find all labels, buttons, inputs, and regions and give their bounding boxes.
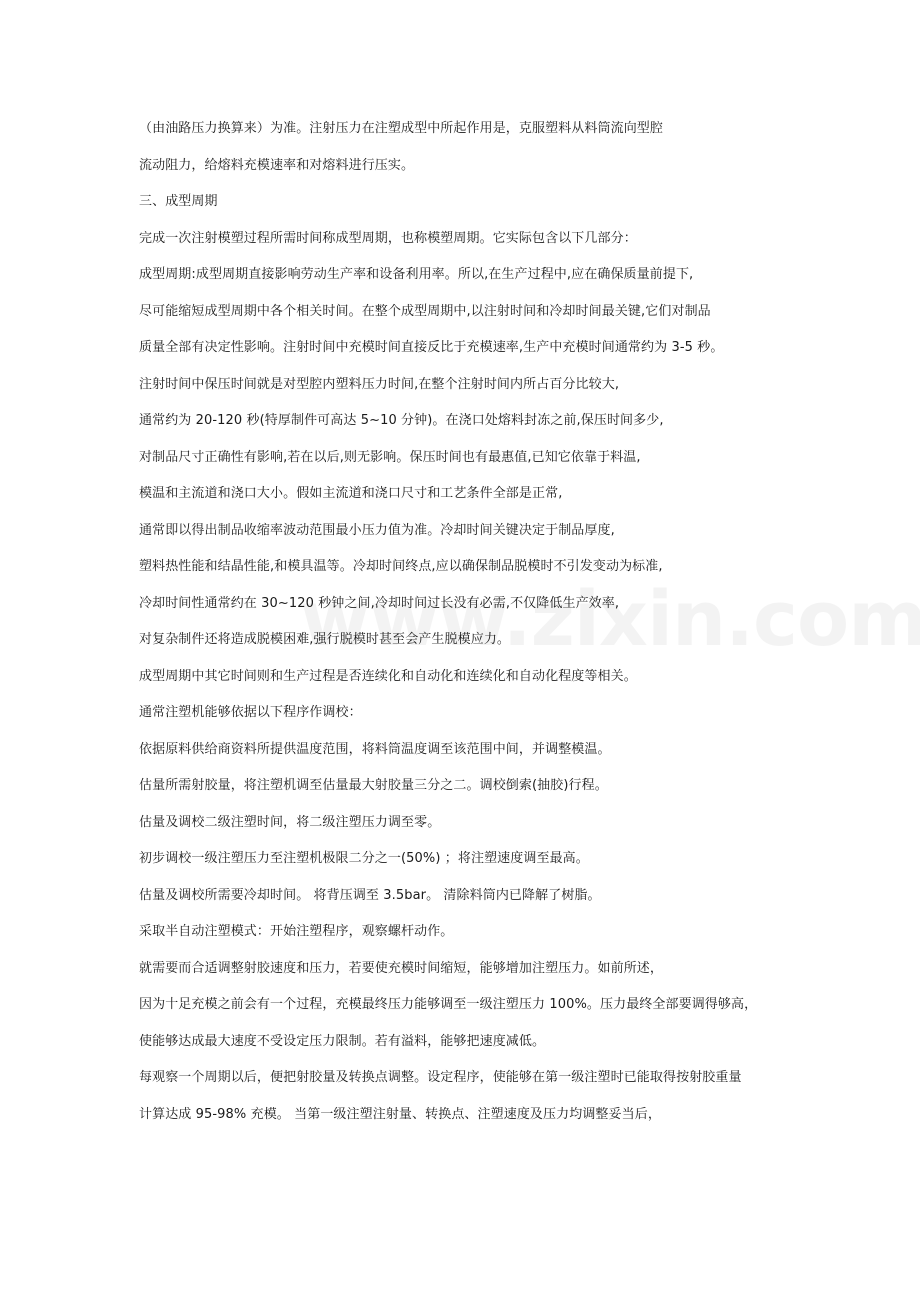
text-line: 注射时间中保压时间就是对型腔内塑料压力时间,在整个注射时间内所占百分比较大, — [139, 376, 620, 392]
text-line: 冷却时间性通常约在 30~120 秒钟之间,冷却时间过长没有必需,不仅降低生产效率, — [139, 595, 620, 611]
document-body — [139, 119, 779, 1141]
text-line: 估量所需射胶量，将注塑机调至估量最大射胶量三分之二。调校倒索(抽胶)行程。 — [139, 778, 608, 793]
text-line: 使能够达成最大速度不受设定压力限制。若有溢料，能够把速度减低。 — [139, 1033, 546, 1049]
text-line: 三、成型周期 — [139, 194, 218, 209]
text-line: 就需要而合适调整射胶速度和压力，若要使充模时间缩短，能够增加注塑压力。如前所述， — [139, 960, 664, 976]
text-line: 计算达成 95-98% 充模。 当第一级注塑注射量、转换点、注塑速度及压力均调整妥当后， — [139, 1106, 661, 1122]
text-line: 对制品尺寸正确性有影响,若在以后,则无影响。保压时间也有最惠值,已知它依靠于料温, — [139, 449, 641, 465]
text-line: 成型周期:成型周期直接影响劳动生产率和设备利用率。所以,在生产过程中,应在确保质量前提下, — [139, 267, 694, 282]
text-line: 模温和主流道和浇口大小。假如主流道和浇口尺寸和工艺条件全部是正常, — [139, 486, 563, 501]
text-line: 对复杂制件还将造成脱模困难,强行脱模时甚至会产生脱模应力。 — [139, 632, 511, 647]
text-line: 估量及调校所需要冷却时间。 将背压调至 3.5bar。 清除料筒内已降解了树脂。 — [139, 887, 601, 903]
text-line: 依据原料供给商资料所提供温度范围，将料筒温度调至该范围中间，并调整模温。 — [139, 741, 611, 757]
text-line: 通常注塑机能够依据以下程序作调校： — [139, 705, 362, 720]
text-line: 估量及调校二级注塑时间，将二级注塑压力调至零。 — [139, 814, 441, 830]
text-line: （由油路压力换算来）为准。注射压力在注塑成型中所起作用是，克服塑料从料筒流向型腔 — [139, 121, 664, 136]
text-line: 尽可能缩短成型周期中各个相关时间。在整个成型周期中,以注射时间和冷却时间最关键,它们对制品 — [139, 303, 711, 319]
text-line: 初步调校一级注塑压力至注塑机极限二分之一(50%) ；将注塑速度调至最高。 — [139, 851, 589, 866]
text-line: 每观察一个周期以后，便把射胶量及转换点调整。设定程序，使能够在第一级注塑时已能取得按射胶重量 — [139, 1070, 742, 1085]
text-line: 采取半自动注塑模式：开始注塑程序，观察螺杆动作。 — [139, 924, 454, 939]
text-line: 通常约为 20-120 秒(特厚制件可高达 5~10 分钟)。在浇口处熔料封冻之前,保压时间多少, — [139, 413, 664, 428]
text-line: 成型周期中其它时间则和生产过程是否连续化和自动化和连续化和自动化程度等相关。 — [139, 668, 637, 684]
text-line: 质量全部有决定性影响。注射时间中充模时间直接反比于充模速率,生产中充模时间通常约为 3-5 秒。 — [139, 340, 724, 355]
text-line: 通常即以得出制品收缩率波动范围最小压力值为准。冷却时间关键决定于制品厚度, — [139, 522, 615, 538]
text-line: 流动阻力，给熔料充模速率和对熔料进行压实。 — [139, 157, 415, 173]
text-line: 因为十足充模之前会有一个过程，充模最终压力能够调至一级注塑压力 100%。压力最终全部要调得够高， — [139, 997, 758, 1012]
text-line: 塑料热性能和结晶性能,和模具温等。冷却时间终点,应以确保制品脱模时不引发变动为标准, — [139, 559, 663, 574]
text-line: 完成一次注射模塑过程所需时间称成型周期，也称模塑周期。它实际包含以下几部分： — [139, 230, 637, 246]
